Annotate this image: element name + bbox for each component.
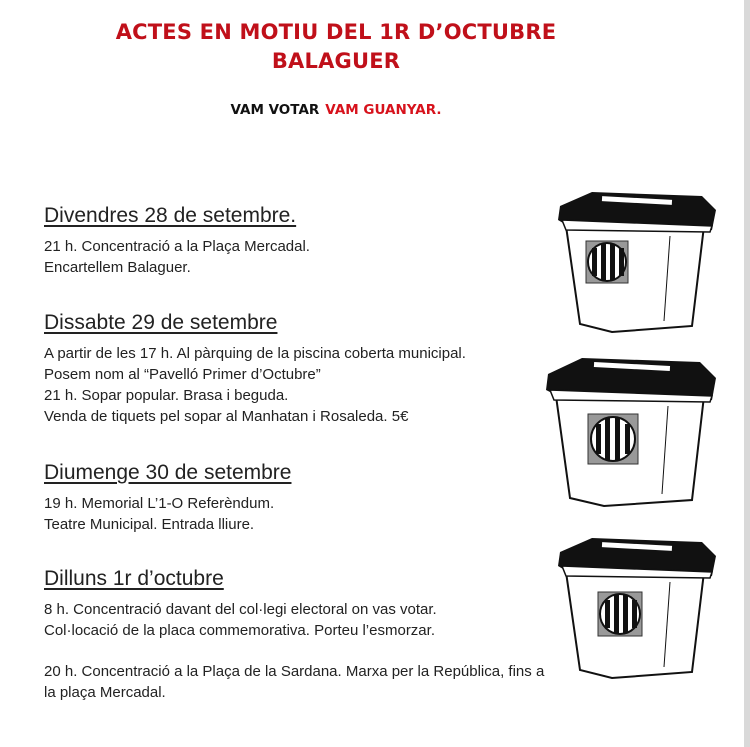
event-section-monday	[44, 567, 544, 703]
event-line: 21 h. Concentració a la Plaça Mercadal.	[44, 238, 310, 255]
day-heading: Dissabte 29 de setembre	[44, 311, 278, 334]
event-line: Venda de tiquets pel sopar al Manhatan i Rosaleda. 5€	[44, 408, 409, 425]
event-line: 21 h. Sopar popular. Brasa i beguda.	[44, 387, 289, 404]
day-heading: Dilluns 1r d’octubre	[44, 567, 224, 590]
event-section-sunday	[44, 461, 291, 535]
day-heading: Divendres 28 de setembre.	[44, 204, 297, 227]
slogan-won: VAM GUANYAR.	[325, 102, 442, 118]
slogan-voted: VAM VOTAR	[230, 102, 320, 118]
ballot-box-icon	[552, 186, 720, 336]
event-line: Encartellem Balaguer.	[44, 259, 191, 276]
event-line: la plaça Mercadal.	[44, 684, 166, 701]
page-title: ACTES EN MOTIU DEL 1R D’OCTUBRE	[115, 20, 557, 44]
event-line: Posem nom al “Pavelló Primer d’Octubre”	[44, 366, 321, 383]
slogan	[0, 102, 672, 118]
event-section-saturday	[44, 311, 466, 427]
event-line: 8 h. Concentració davant del col·legi electoral on vas votar.	[44, 601, 437, 618]
event-section-friday	[44, 204, 310, 278]
day-heading: Diumenge 30 de setembre	[44, 461, 292, 484]
spacer	[44, 641, 544, 661]
event-line: 19 h. Memorial L’1-O Referèndum.	[44, 495, 275, 512]
event-line: 20 h. Concentració a la Plaça de la Sardana. Marxa per la República, fins a	[44, 663, 545, 680]
event-line: Teatre Municipal. Entrada lliure.	[44, 516, 255, 533]
ballot-box-icon	[540, 350, 720, 510]
ballot-box-icon	[552, 532, 720, 682]
event-line: A partir de les 17 h. Al pàrquing de la piscina coberta municipal.	[44, 345, 466, 362]
page-subtitle-town: BALAGUER	[271, 49, 401, 73]
page-edge-strip	[744, 0, 750, 747]
event-line: Col·locació de la placa commemorativa. Porteu l’esmorzar.	[44, 622, 435, 639]
